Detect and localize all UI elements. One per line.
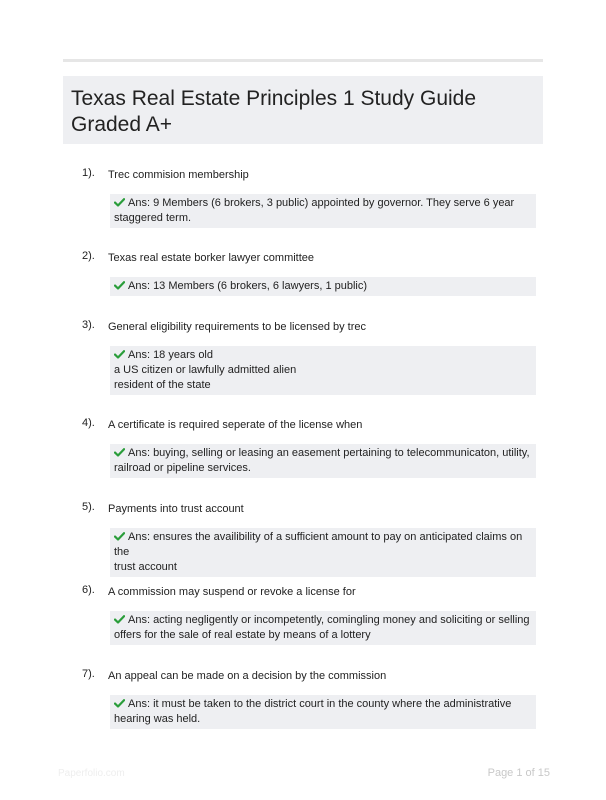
answer-line: Ans: 9 Members (6 brokers, 3 public) appointed by governor. They serve 6 year [128,197,515,209]
checkmark-icon [114,198,125,207]
answer-line: railroad or pipeline services. [114,462,251,474]
question-number: 1). [82,167,95,179]
answer-line: Ans: 13 Members (6 brokers, 6 lawyers, 1 public) [128,280,368,292]
question-text: General eligibility requirements to be licensed by trec [108,321,367,333]
question-number: 2). [82,250,95,262]
question-number: 7). [82,668,95,680]
question-text: An appeal can be made on a decision by the commission [108,670,387,682]
footer-watermark: Paperfolio.com [58,768,125,779]
answer-line: Ans: ensures the availibility of a sufficient amount to pay on anticipated claims on the [114,531,523,558]
checkmark-icon [114,350,125,359]
question-list [82,168,536,753]
answer-line: trust account [114,561,177,573]
document-title-line2: Graded A+ [71,113,172,136]
answer-box [110,611,536,645]
checkmark-icon [114,448,125,457]
checkmark-icon [114,699,125,708]
answer-box [110,277,536,296]
answer-box [110,528,536,577]
question-item [82,585,536,669]
answer-line: Ans: buying, selling or leasing an easement pertaining to telecommunicaton, utility, [128,447,530,459]
checkmark-icon [114,615,125,624]
answer-box [110,444,536,478]
document-title-line1: Texas Real Estate Principles 1 Study Guide [71,87,477,110]
header-divider [63,59,543,62]
question-number: 5). [82,501,95,513]
answer-line: Ans: 18 years old [128,349,213,361]
question-item [82,418,536,502]
question-text: Payments into trust account [108,503,244,515]
question-text: A commission may suspend or revoke a license for [108,586,356,598]
page-number: Page 1 of 15 [487,767,550,779]
answer-line: offers for the sale of real estate by means of a lottery [114,629,371,641]
answer-line: staggered term. [114,212,192,224]
question-item [82,168,536,251]
document-title [71,86,535,138]
checkmark-icon [114,281,125,290]
question-text: A certificate is required seperate of the license when [108,419,363,431]
question-item [82,502,536,585]
question-number: 3). [82,319,95,331]
question-item [82,669,536,753]
question-number: 6). [82,584,95,596]
checkmark-icon [114,532,125,541]
question-number: 4). [82,417,95,429]
question-text: Texas real estate borker lawyer committee [108,252,315,264]
answer-line: Ans: acting negligently or incompetently, comingling money and soliciting or selling [128,614,530,626]
answer-line: a US citizen or lawfully admitted alien [114,364,297,376]
question-item [82,251,536,320]
answer-box [110,194,536,228]
question-text: Trec commision membership [108,169,249,181]
answer-box [110,346,536,395]
answer-box [110,695,536,729]
question-item [82,320,536,418]
answer-line: resident of the state [114,379,211,391]
title-banner [63,76,543,144]
answer-line: hearing was held. [114,713,201,725]
answer-line: Ans: it must be taken to the district court in the county where the administrative [128,698,512,710]
